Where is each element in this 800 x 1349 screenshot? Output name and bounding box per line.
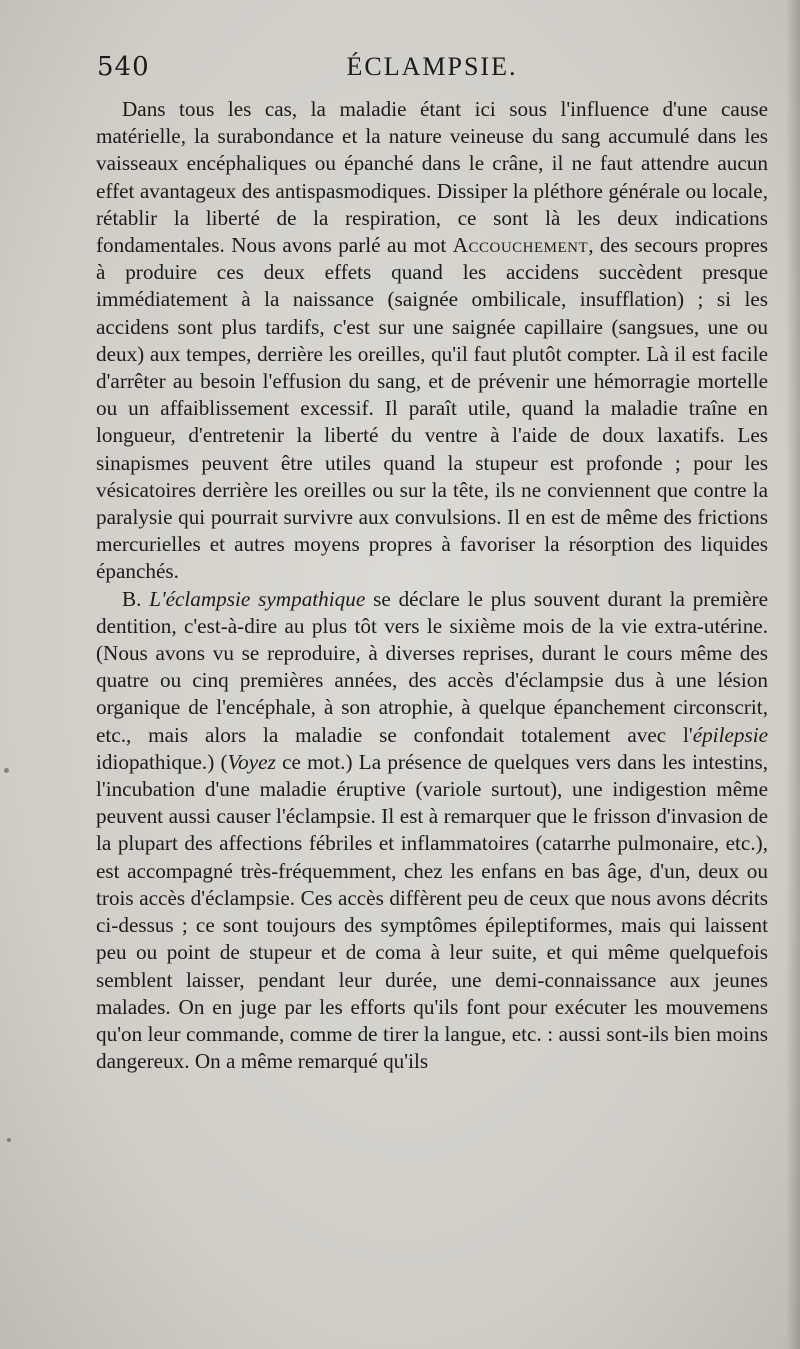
term-epilepsie: épilepsie: [692, 722, 768, 747]
paragraph-2-text-c: ce mot.) La présence de quelques vers dans les intestins, l'incubation d'une maladie éruptive (variole surtout), une indigestion même peuvent aussi causer l'éclampsie. Il est à remarquer que le frisson d'invasion de la plupart des affections fébriles et inflammatoires (catarrhe pulmonaire, etc.), est accompagné très-fréquemment, chez les enfans en bas âge, d'un, deux ou trois accès d'éclampsie. Ces accès diffèrent peu de ceux que nous avons décrits ci-dessus ; ce sont toujours des symptômes épileptiformes, mais qui laissent peu ou point de stupeur et de coma à leur suite, et qui même quelquefois semblent laisser, pendant leur durée, une demi-connaissance aux jeunes malades. On en juge par les efforts qu'ils font pour exécuter les mouvemens qu'on leur commande, comme de tirer la langue, etc. : aussi sont-ils bien moins dangereux. On a même remarqué qu'ils: [96, 749, 768, 1074]
page-edge-shadow: [786, 0, 800, 1349]
paragraph-1-text-b: , des secours propres à produire ces deux effets quand les accidens succèdent presque immédiatement à la naissance (saignée ombilicale, insufflation) ; si les accidens sont plus tardifs, c'est sur une saignée capillaire (sangsues, une ou deux) aux tempes, derrière les oreilles, qu'il faut plutôt compter. Là il est facile d'arrêter au besoin l'effusion du sang, et de prévenir une hémorragie mortelle ou un affaiblissement excessif. Il paraît utile, quand la maladie traîne en longueur, d'entretenir la liberté du ventre à l'aide de doux laxatifs. Les sinapismes peuvent être utiles quand la stupeur est profonde ; pour les vésicatoires derrière les oreilles ou sur la tête, ils ne conviennent que contre la paralysie qui pourrait survivre aux convulsions. Il en est de même des frictions mercurielles et autres moyens propres à favoriser la résorption des liquides épanchés.: [96, 233, 769, 584]
cross-reference-accouchement: Accouchement: [452, 233, 589, 258]
body-text: [96, 96, 768, 1075]
term-eclampsie-sympathique: L'éclampsie sympathique: [149, 586, 366, 611]
paragraph-2-text-b: idiopathique.) (: [96, 749, 228, 774]
paragraph-2-text-a: se déclare le plus souvent durant la première dentition, c'est-à-dire au plus tôt vers le sixième mois de la vie extra-utérine. (Nous avons vu se reproduire, à diverses reprises, durant le cours même des quatre ou cinq premières années, des accès d'éclampsie dus à une lésion organique de l'encéphale, à son atrophie, à quelque épanchement circonscrit, etc., mais alors la maladie se confondait totalement avec l': [96, 586, 769, 747]
paragraph-1-text-a: Dans tous les cas, la maladie étant ici sous l'influence d'une cause matérielle, la surabondance et la nature veineuse du sang accumulé dans les vaisseaux encéphaliques ou épanché dans le crâne, il ne faut attendre aucun effet avantageux des antispasmodiques. Dissiper la pléthore générale ou locale, rétablir la liberté de la respiration, ce sont là les deux indications fondamentales. Nous avons parlé au mot: [96, 97, 768, 258]
paper-speck: [7, 1138, 11, 1142]
page-header: [97, 52, 767, 92]
paragraph-sympathetic-eclampsia: [96, 586, 768, 1076]
page-number: 540: [97, 52, 150, 82]
voyez-reference: Voyez: [227, 749, 276, 774]
paragraph-treatment: [96, 96, 768, 586]
section-letter: B.: [122, 586, 150, 611]
paper-speck: [4, 768, 9, 773]
running-title: ÉCLAMPSIE.: [346, 52, 518, 81]
